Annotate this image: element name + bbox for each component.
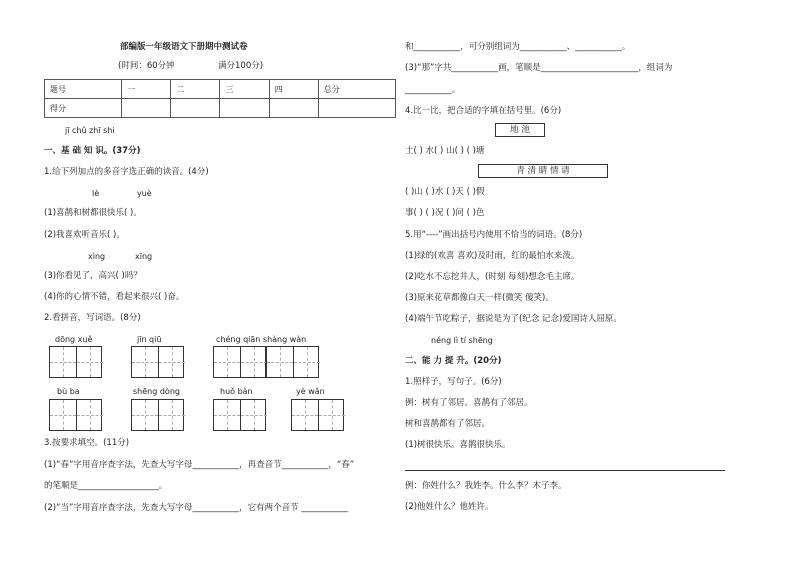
writing-grid[interactable] — [49, 399, 102, 431]
score-cell[interactable] — [171, 99, 220, 118]
part2-q1-title: 1.照样子，写句子。(6分) — [405, 377, 502, 387]
q1-sentence-3: (3)你看见了，高兴( )吗？ — [44, 271, 142, 281]
header-cell: 四 — [269, 80, 318, 99]
header-cell: 题号 — [45, 80, 122, 99]
example-1: 例：树有了邻居。喜鹊有了邻居。 — [405, 398, 533, 408]
pinyin-le: lè — [92, 189, 100, 198]
q5-title: 5.用“----”画出括号内使用不恰当的词语。(8分) — [405, 230, 583, 240]
q1-sentence-1: (1)喜鹊和树都很快乐( )。 — [44, 208, 142, 218]
pinyin-yue: yuè — [137, 189, 152, 198]
q2-pinyin: shēng dòng — [133, 387, 180, 396]
pinyin-header: jī chǔ zhī shi — [65, 126, 115, 135]
score-cell[interactable] — [122, 99, 171, 118]
full-score-label: 满分100分) — [218, 61, 264, 71]
q5-item-1: (1)绿的(欢喜 喜欢)及时雨，红的最怕水来泼。 — [405, 251, 580, 261]
q5-item-2: (2)吃水不忘挖井人，(时刻 每刻)想念毛主席。 — [405, 272, 580, 282]
q1-sentence-2: (2)我喜欢听音乐( )。 — [44, 230, 125, 240]
score-table — [44, 79, 396, 118]
score-cell[interactable] — [318, 99, 395, 118]
practice-1: (1)树很快乐。喜鹊很快乐。 — [405, 440, 511, 450]
right-line-1: 和___________，可分别组词为___________、___________。 — [405, 42, 631, 52]
score-cell[interactable] — [220, 99, 269, 118]
char-box-2: 青 清 睛 情 请 — [478, 164, 608, 178]
score-table-header-row — [45, 80, 396, 99]
q4-line-1: 土( ) 水( ) 山( ) ( )塘 — [405, 146, 485, 156]
writing-grid[interactable] — [131, 346, 184, 378]
q2-pinyin: dōng xuě — [55, 335, 93, 344]
header-cell: 一 — [122, 80, 171, 99]
pinyin-header-2: néng lì tí shēng — [431, 336, 493, 345]
q2-pinyin: huǒ bàn — [220, 387, 253, 396]
section-1-heading: 一、基 础 知 识。(37分) — [44, 146, 141, 156]
score-table-score-row — [45, 99, 396, 118]
q3-title: 3.按要求填空。(11分) — [44, 438, 130, 448]
time-label: (时间：60分钟 — [118, 61, 175, 71]
header-cell: 三 — [220, 80, 269, 99]
score-label-cell: 得分 — [45, 99, 122, 118]
writing-grid[interactable] — [291, 399, 344, 431]
right-line-2: (3)“那”字共___________画，笔顺是_______________________，组词为 — [405, 63, 673, 73]
q2-pinyin: bù ba — [57, 387, 80, 396]
writing-grid[interactable] — [266, 346, 319, 378]
pinyin-xing1: xīng — [135, 252, 153, 261]
q1-title: 1.给下列加点的多音字选正确的读音。(4分) — [44, 167, 209, 177]
q5-item-3: (3)原来花草都像白天一样(微笑 傻笑)。 — [405, 293, 554, 303]
example-1-answer: 树和喜鹊都有了邻居。 — [405, 419, 491, 429]
q4-line-3: 事( ) ( )况 ( )问 ( )色 — [405, 208, 485, 218]
q4-line-2: ( )山 ( )水 ( )天 ( )假 — [405, 187, 485, 197]
example-2: 例：你姓什么？我姓李。什么李？木子李。 — [405, 481, 567, 491]
pinyin-xing4: xìng — [88, 252, 106, 261]
header-cell: 二 — [171, 80, 220, 99]
q2-pinyin: yè wǎn — [296, 387, 325, 396]
q2-pinyin: jīn qiū — [137, 335, 162, 344]
section-2-heading: 二、能 力 提 升。(20分) — [405, 356, 502, 366]
q5-item-4: (4)端午节吃粽子，据说是为了(纪念 记念)爱国诗人屈原。 — [405, 314, 622, 324]
char-box-1: 地 池 — [495, 123, 545, 137]
score-cell[interactable] — [269, 99, 318, 118]
answer-line[interactable] — [405, 470, 725, 471]
header-cell: 总分 — [318, 80, 395, 99]
q4-title: 4.比一比，把合适的字填在括号里。(6分) — [405, 106, 562, 116]
practice-2: (2)他姓什么？他姓许。 — [405, 502, 494, 512]
page-title: 部编版一年级语文下册期中测试卷 — [120, 42, 248, 52]
writing-grid[interactable] — [131, 399, 184, 431]
writing-grid[interactable] — [213, 399, 266, 431]
writing-grid[interactable] — [49, 346, 102, 378]
q2-title: 2.看拼音，写词语。(8分) — [44, 313, 141, 323]
q1-sentence-4: (4)你的心情不错，看起来很兴( )奋。 — [44, 292, 185, 302]
q3-line-2: 的笔顺是___________________。 — [44, 481, 168, 491]
right-line-3: ___________。 — [405, 85, 461, 95]
q3-line-3: (2)“当”字用音序查字法，先查大写字母___________，它有两个音节 ___________ — [44, 503, 349, 513]
writing-grid[interactable] — [213, 346, 266, 378]
q2-pinyin: chéng qiān shàng wàn — [216, 335, 307, 344]
q3-line-1: (1)“春”字用音序查字法，先查大写字母___________，再查音节___________，“春” — [44, 460, 355, 470]
